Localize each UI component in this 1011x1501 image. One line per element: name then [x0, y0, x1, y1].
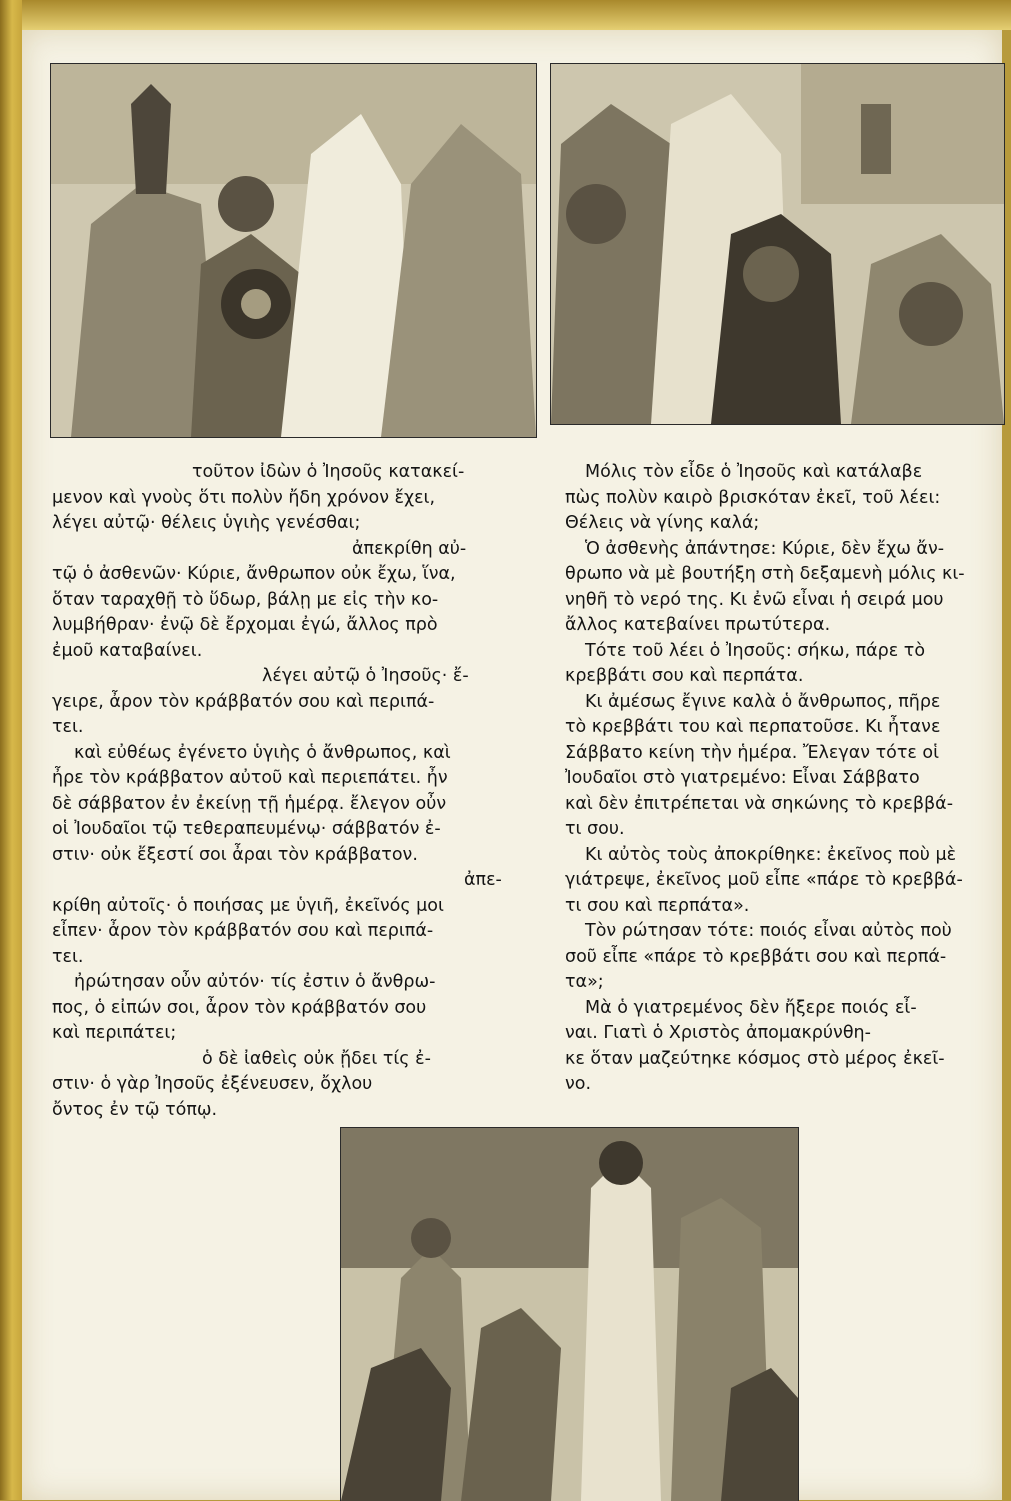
- text-line: στιν· οὐκ ἔξεστί σοι ἆραι τὸν κράββατον.: [52, 844, 418, 865]
- illustration-sick-man-with-scroll: [50, 63, 537, 438]
- illustration-jesus-healing-scene: [340, 1127, 799, 1501]
- text-line: τει.: [52, 717, 84, 737]
- text-line: γιάτρεψε, ἐκεῖνος μοῦ εἶπε «πάρε τὸ κρεββά-: [565, 870, 963, 890]
- text-line: πὼς πολὺν καιρὸ βρισκόταν ἐκεῖ, τοῦ λέει:: [565, 487, 941, 508]
- text-line: λυμβήθραν· ἐνῷ δὲ ἔρχομαι ἐγώ, ἄλλος πρὸ: [52, 615, 438, 635]
- text-line: ὁ δὲ ἰαθεὶς οὐκ ᾔδει τίς ἐ-: [202, 1048, 431, 1069]
- text-line: ἀπε-: [464, 870, 502, 890]
- text-line: μενον καὶ γνοὺς ὅτι πολὺν ἤδη χρόνον ἔχει,: [52, 487, 436, 508]
- text-line: ἐμοῦ καταβαίνει.: [52, 640, 203, 661]
- text-line: νηθῆ τὸ νερό της. Κι ἐνῶ εἶναι ἡ σειρά μου: [565, 589, 944, 610]
- text-line: τοῦτον ἰδὼν ὁ Ἰησοῦς κατακεί-: [192, 462, 465, 482]
- text-line: τει.: [52, 946, 84, 967]
- text-line: ἠρώτησαν οὖν αὐτόν· τίς ἐστιν ὁ ἄνθρω-: [74, 972, 436, 992]
- text-line: λέγει αὐτῷ· θέλεις ὑγιὴς γενέσθαι;: [52, 513, 361, 533]
- text-line: ἦρε τὸν κράββατον αὐτοῦ καὶ περιεπάτει. ἦν: [52, 768, 448, 788]
- text-line: ὅταν ταραχθῇ τὸ ὕδωρ, βάλῃ με εἰς τὴν κο-: [52, 589, 439, 610]
- text-line: Σάββατο κείνη τὴν ἡμέρα. Ἔλεγαν τότε οἱ: [565, 742, 940, 763]
- text-line: καὶ εὐθέως ἐγένετο ὑγιὴς ὁ ἄνθρωπος, καὶ: [74, 742, 451, 763]
- book-edge-left: [0, 0, 22, 1500]
- text-line: θρωπο νὰ μὲ βουτήξη στὴ δεξαμενὴ μόλις κι-: [565, 564, 965, 584]
- text-line: τα»;: [565, 972, 604, 992]
- text-line: Ὁ ἀσθενὴς ἀπάντησε: Κύριε, δὲν ἔχω ἄν-: [585, 538, 945, 559]
- text-line: καὶ περιπάτει;: [52, 1023, 177, 1043]
- text-line: τὸ κρεββάτι του καὶ περπατοῦσε. Κι ἦτανε: [565, 717, 941, 737]
- text-line: Μὰ ὁ γιατρεμένος δὲν ἤξερε ποιός εἶ-: [585, 997, 917, 1018]
- text-line: κρεββάτι σου καὶ περπάτα.: [565, 666, 804, 686]
- text-line: ὄντος ἐν τῷ τόπῳ.: [52, 1099, 218, 1120]
- text-line: λέγει αὐτῷ ὁ Ἰησοῦς· ἔ-: [262, 666, 469, 686]
- text-line: ἄλλος κατεβαίνει πρωτύτερα.: [565, 615, 831, 635]
- text-line: τι σου.: [565, 819, 625, 839]
- text-line: Μόλις τὸν εἶδε ὁ Ἰησοῦς καὶ κατάλαβε: [585, 462, 923, 482]
- text-line: τι σου καὶ περπάτα».: [565, 895, 750, 916]
- text-line: δὲ σάββατον ἐν ἐκείνῃ τῇ ἡμέρᾳ. ἔλεγον οὖν: [52, 793, 447, 814]
- left-column-ancient-greek-text: [52, 460, 520, 1123]
- text-line: ἀπεκρίθη αὐ-: [352, 538, 467, 559]
- text-line: νο.: [565, 1074, 592, 1094]
- text-line: σοῦ εἶπε «πάρε τὸ κρεββάτι σου καὶ περπά-: [565, 946, 947, 967]
- text-line: τῷ ὁ ἀσθενῶν· Κύριε, ἄνθρωπον οὐκ ἔχω, ἵνα,: [52, 564, 456, 584]
- illustration-crowd-of-figures: [550, 63, 1005, 425]
- text-line: κρίθη αὐτοῖς· ὁ ποιήσας με ὑγιῆ, ἐκεῖνός μοι: [52, 895, 444, 916]
- book-edge-top: [0, 0, 1011, 30]
- text-line: ναι. Γιατὶ ὁ Χριστὸς ἀπομακρύνθη-: [565, 1023, 871, 1043]
- text-line: κε ὅταν μαζεύτηκε κόσμος στὸ μέρος ἐκεῖ-: [565, 1048, 945, 1069]
- right-column-modern-greek-text: [565, 460, 1003, 1098]
- text-line: γειρε, ἆρον τὸν κράββατόν σου καὶ περιπά-: [52, 691, 435, 712]
- text-line: Ἰουδαῖοι στὸ γιατρεμένο: Εἶναι Σάββατο: [565, 768, 920, 788]
- text-line: Κι ἀμέσως ἔγινε καλὰ ὁ ἄνθρωπος, πῆρε: [585, 691, 941, 712]
- text-line: Τὸν ρώτησαν τότε: ποιός εἶναι αὐτὸς ποὺ: [585, 921, 952, 941]
- text-line: Θέλεις νὰ γίνης καλά;: [565, 513, 760, 533]
- text-line: πος, ὁ εἰπών σοι, ἆρον τὸν κράββατόν σου: [52, 997, 427, 1018]
- text-line: οἱ Ἰουδαῖοι τῷ τεθεραπευμένῳ· σάββατόν ἐ-: [52, 819, 441, 839]
- text-line: στιν· ὁ γὰρ Ἰησοῦς ἐξένευσεν, ὄχλου: [52, 1074, 373, 1094]
- text-line: Κι αὐτὸς τοὺς ἀποκρίθηκε: ἐκεῖνος ποὺ μὲ: [585, 844, 957, 865]
- text-line: καὶ δὲν ἐπιτρέπεται νὰ σηκώνης τὸ κρεββά-: [565, 793, 954, 814]
- text-line: εἶπεν· ἆρον τὸν κράββατόν σου καὶ περιπά-: [52, 921, 434, 941]
- text-line: Τότε τοῦ λέει ὁ Ἰησοῦς: σήκω, πάρε τὸ: [585, 640, 926, 661]
